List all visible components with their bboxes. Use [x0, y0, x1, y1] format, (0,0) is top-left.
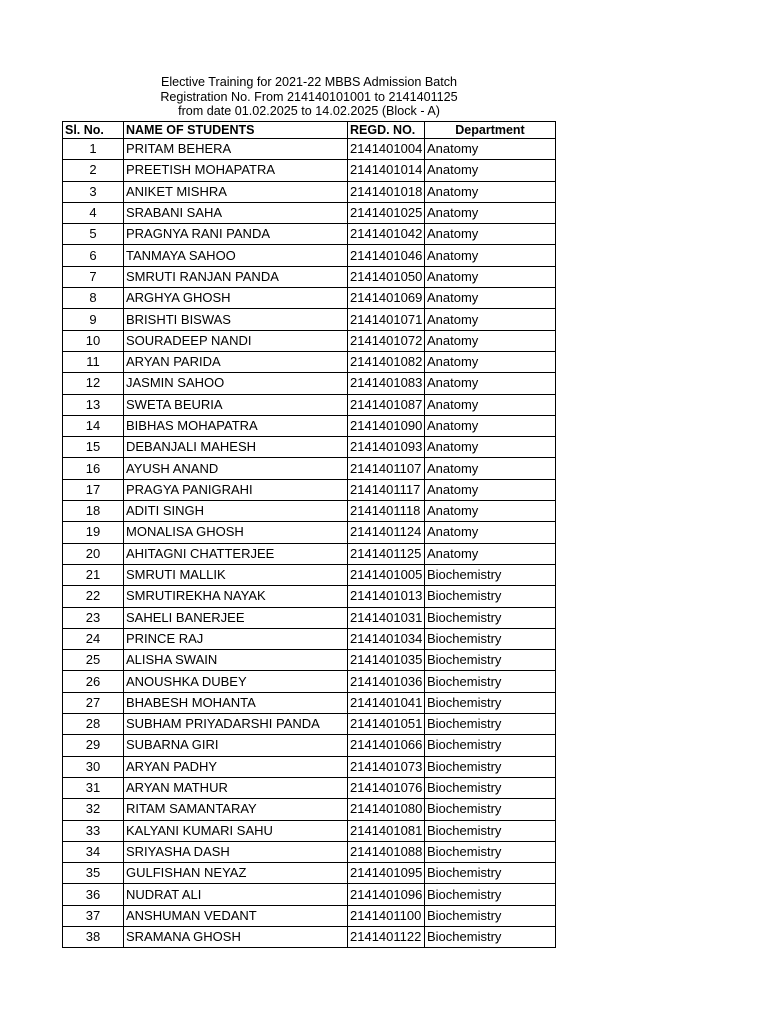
student-name-cell: SRABANI SAHA — [124, 202, 348, 223]
department-cell: Biochemistry — [425, 564, 556, 585]
regd-no-cell: 2141401093 — [348, 437, 425, 458]
department-cell: Anatomy — [425, 202, 556, 223]
sl-no-cell: 4 — [63, 202, 124, 223]
table-row — [63, 373, 556, 394]
sl-no-cell: 34 — [63, 841, 124, 862]
department-cell: Biochemistry — [425, 863, 556, 884]
student-roster-table — [62, 121, 556, 948]
sl-no-cell: 23 — [63, 607, 124, 628]
table-row — [63, 351, 556, 372]
regd-no-cell: 2141401035 — [348, 650, 425, 671]
table-row — [63, 224, 556, 245]
regd-no-cell: 2141401050 — [348, 266, 425, 287]
department-cell: Anatomy — [425, 224, 556, 245]
regd-no-cell: 2141401036 — [348, 671, 425, 692]
table-row — [63, 160, 556, 181]
student-name-cell: ARYAN PADHY — [124, 756, 348, 777]
table-row — [63, 394, 556, 415]
sl-no-cell: 37 — [63, 905, 124, 926]
student-name-cell: BHABESH MOHANTA — [124, 692, 348, 713]
regd-no-cell: 2141401082 — [348, 351, 425, 372]
department-cell: Anatomy — [425, 373, 556, 394]
department-cell: Biochemistry — [425, 820, 556, 841]
sl-no-cell: 25 — [63, 650, 124, 671]
regd-no-cell: 2141401118 — [348, 501, 425, 522]
sl-no-cell: 28 — [63, 714, 124, 735]
department-cell: Anatomy — [425, 245, 556, 266]
table-row — [63, 650, 556, 671]
regd-no-cell: 2141401095 — [348, 863, 425, 884]
table-row — [63, 756, 556, 777]
table-row — [63, 139, 556, 160]
student-name-cell: ALISHA SWAIN — [124, 650, 348, 671]
sl-no-cell: 9 — [63, 309, 124, 330]
regd-no-cell: 2141401069 — [348, 288, 425, 309]
student-name-cell: PREETISH MOHAPATRA — [124, 160, 348, 181]
regd-no-cell: 2141401096 — [348, 884, 425, 905]
student-name-cell: ANSHUMAN VEDANT — [124, 905, 348, 926]
header-row — [63, 122, 556, 139]
sl-no-cell: 29 — [63, 735, 124, 756]
column-header-name: NAME OF STUDENTS — [124, 122, 348, 139]
department-cell: Biochemistry — [425, 884, 556, 905]
sl-no-cell: 21 — [63, 564, 124, 585]
sl-no-cell: 36 — [63, 884, 124, 905]
table-row — [63, 926, 556, 947]
table-row — [63, 245, 556, 266]
department-cell: Anatomy — [425, 415, 556, 436]
regd-no-cell: 2141401125 — [348, 543, 425, 564]
table-row — [63, 884, 556, 905]
student-name-cell: NUDRAT ALI — [124, 884, 348, 905]
table-row — [63, 458, 556, 479]
department-cell: Biochemistry — [425, 628, 556, 649]
student-name-cell: PRITAM BEHERA — [124, 139, 348, 160]
department-cell: Biochemistry — [425, 586, 556, 607]
table-row — [63, 501, 556, 522]
regd-no-cell: 2141401025 — [348, 202, 425, 223]
sl-no-cell: 14 — [63, 415, 124, 436]
regd-no-cell: 2141401066 — [348, 735, 425, 756]
regd-no-cell: 2141401117 — [348, 479, 425, 500]
student-name-cell: SMRUTI MALLIK — [124, 564, 348, 585]
table-row — [63, 692, 556, 713]
sl-no-cell: 31 — [63, 777, 124, 798]
header-title: Elective Training for 2021-22 MBBS Admission Batch — [160, 75, 458, 89]
student-name-cell: SUBHAM PRIYADARSHI PANDA — [124, 714, 348, 735]
student-name-cell: DEBANJALI MAHESH — [124, 437, 348, 458]
department-cell: Biochemistry — [425, 714, 556, 735]
department-cell: Biochemistry — [425, 735, 556, 756]
student-name-cell: SWETA BEURIA — [124, 394, 348, 415]
sl-no-cell: 10 — [63, 330, 124, 351]
table-row — [63, 799, 556, 820]
sl-no-cell: 32 — [63, 799, 124, 820]
student-name-cell: ANIKET MISHRA — [124, 181, 348, 202]
table-body — [63, 139, 556, 948]
table-row — [63, 564, 556, 585]
table-row — [63, 671, 556, 692]
student-name-cell: RITAM SAMANTARAY — [124, 799, 348, 820]
column-header-regd-no: REGD. NO. — [348, 122, 425, 139]
regd-no-cell: 2141401090 — [348, 415, 425, 436]
student-name-cell: ARYAN MATHUR — [124, 777, 348, 798]
department-cell: Anatomy — [425, 288, 556, 309]
table-row — [63, 735, 556, 756]
regd-no-cell: 2141401004 — [348, 139, 425, 160]
student-name-cell: ADITI SINGH — [124, 501, 348, 522]
header-date-range: from date 01.02.2025 to 14.02.2025 (Block - A) — [178, 104, 440, 118]
department-cell: Biochemistry — [425, 926, 556, 947]
regd-no-cell: 2141401080 — [348, 799, 425, 820]
regd-no-cell: 2141401100 — [348, 905, 425, 926]
student-name-cell: PRAGNYA RANI PANDA — [124, 224, 348, 245]
table-row — [63, 905, 556, 926]
department-cell: Anatomy — [425, 543, 556, 564]
table-row — [63, 309, 556, 330]
table-row — [63, 266, 556, 287]
student-name-cell: JASMIN SAHOO — [124, 373, 348, 394]
regd-no-cell: 2141401042 — [348, 224, 425, 245]
department-cell: Anatomy — [425, 437, 556, 458]
regd-no-cell: 2141401083 — [348, 373, 425, 394]
table-row — [63, 437, 556, 458]
sl-no-cell: 26 — [63, 671, 124, 692]
sl-no-cell: 15 — [63, 437, 124, 458]
regd-no-cell: 2141401073 — [348, 756, 425, 777]
sl-no-cell: 11 — [63, 351, 124, 372]
student-name-cell: SRAMANA GHOSH — [124, 926, 348, 947]
student-name-cell: SMRUTIREKHA NAYAK — [124, 586, 348, 607]
student-name-cell: PRAGYA PANIGRAHI — [124, 479, 348, 500]
header-registration-range: Registration No. From 214140101001 to 2141401125 — [160, 89, 458, 104]
regd-no-cell: 2141401046 — [348, 245, 425, 266]
department-cell: Anatomy — [425, 181, 556, 202]
regd-no-cell: 2141401122 — [348, 926, 425, 947]
sl-no-cell: 13 — [63, 394, 124, 415]
student-name-cell: AYUSH ANAND — [124, 458, 348, 479]
sl-no-cell: 22 — [63, 586, 124, 607]
sl-no-cell: 7 — [63, 266, 124, 287]
table-row — [63, 586, 556, 607]
table-row — [63, 714, 556, 735]
student-name-cell: ANOUSHKA DUBEY — [124, 671, 348, 692]
column-header-sl-no: Sl. No. — [63, 122, 124, 139]
sl-no-cell: 5 — [63, 224, 124, 245]
department-cell: Anatomy — [425, 330, 556, 351]
table-header — [63, 122, 556, 139]
table-row — [63, 202, 556, 223]
department-cell: Anatomy — [425, 351, 556, 372]
student-name-cell: SMRUTI RANJAN PANDA — [124, 266, 348, 287]
regd-no-cell: 2141401107 — [348, 458, 425, 479]
table-row — [63, 288, 556, 309]
sl-no-cell: 33 — [63, 820, 124, 841]
table-row — [63, 863, 556, 884]
sl-no-cell: 1 — [63, 139, 124, 160]
regd-no-cell: 2141401088 — [348, 841, 425, 862]
student-name-cell: SOURADEEP NANDI — [124, 330, 348, 351]
table-row — [63, 841, 556, 862]
sl-no-cell: 27 — [63, 692, 124, 713]
document-header — [0, 75, 618, 119]
table-row — [63, 607, 556, 628]
regd-no-cell: 2141401051 — [348, 714, 425, 735]
student-name-cell: BIBHAS MOHAPATRA — [124, 415, 348, 436]
department-cell: Biochemistry — [425, 799, 556, 820]
department-cell: Anatomy — [425, 479, 556, 500]
table-row — [63, 522, 556, 543]
regd-no-cell: 2141401034 — [348, 628, 425, 649]
regd-no-cell: 2141401013 — [348, 586, 425, 607]
sl-no-cell: 30 — [63, 756, 124, 777]
student-name-cell: AHITAGNI CHATTERJEE — [124, 543, 348, 564]
regd-no-cell: 2141401014 — [348, 160, 425, 181]
sl-no-cell: 3 — [63, 181, 124, 202]
student-name-cell: KALYANI KUMARI SAHU — [124, 820, 348, 841]
department-cell: Anatomy — [425, 501, 556, 522]
department-cell: Biochemistry — [425, 841, 556, 862]
table-row — [63, 820, 556, 841]
table-row — [63, 181, 556, 202]
column-header-department: Department — [425, 122, 556, 139]
sl-no-cell: 18 — [63, 501, 124, 522]
sl-no-cell: 6 — [63, 245, 124, 266]
department-cell: Biochemistry — [425, 756, 556, 777]
table-row — [63, 628, 556, 649]
department-cell: Biochemistry — [425, 905, 556, 926]
sl-no-cell: 24 — [63, 628, 124, 649]
regd-no-cell: 2141401081 — [348, 820, 425, 841]
department-cell: Anatomy — [425, 309, 556, 330]
department-cell: Anatomy — [425, 458, 556, 479]
department-cell: Biochemistry — [425, 692, 556, 713]
table-row — [63, 330, 556, 351]
table-row — [63, 415, 556, 436]
regd-no-cell: 2141401018 — [348, 181, 425, 202]
department-cell: Anatomy — [425, 394, 556, 415]
sl-no-cell: 2 — [63, 160, 124, 181]
student-name-cell: GULFISHAN NEYAZ — [124, 863, 348, 884]
sl-no-cell: 16 — [63, 458, 124, 479]
student-name-cell: MONALISA GHOSH — [124, 522, 348, 543]
student-name-cell: BRISHTI BISWAS — [124, 309, 348, 330]
department-cell: Anatomy — [425, 266, 556, 287]
sl-no-cell: 38 — [63, 926, 124, 947]
regd-no-cell: 2141401031 — [348, 607, 425, 628]
regd-no-cell: 2141401071 — [348, 309, 425, 330]
student-name-cell: TANMAYA SAHOO — [124, 245, 348, 266]
table-row — [63, 479, 556, 500]
regd-no-cell: 2141401072 — [348, 330, 425, 351]
table-row — [63, 777, 556, 798]
table-row — [63, 543, 556, 564]
sl-no-cell: 17 — [63, 479, 124, 500]
student-name-cell: SRIYASHA DASH — [124, 841, 348, 862]
department-cell: Anatomy — [425, 522, 556, 543]
department-cell: Biochemistry — [425, 777, 556, 798]
regd-no-cell: 2141401076 — [348, 777, 425, 798]
sl-no-cell: 35 — [63, 863, 124, 884]
department-cell: Biochemistry — [425, 650, 556, 671]
department-cell: Biochemistry — [425, 607, 556, 628]
student-name-cell: SUBARNA GIRI — [124, 735, 348, 756]
student-name-cell: SAHELI BANERJEE — [124, 607, 348, 628]
regd-no-cell: 2141401005 — [348, 564, 425, 585]
department-cell: Anatomy — [425, 139, 556, 160]
regd-no-cell: 2141401124 — [348, 522, 425, 543]
student-name-cell: ARGHYA GHOSH — [124, 288, 348, 309]
regd-no-cell: 2141401087 — [348, 394, 425, 415]
student-name-cell: ARYAN PARIDA — [124, 351, 348, 372]
department-cell: Anatomy — [425, 160, 556, 181]
regd-no-cell: 2141401041 — [348, 692, 425, 713]
department-cell: Biochemistry — [425, 671, 556, 692]
sl-no-cell: 20 — [63, 543, 124, 564]
sl-no-cell: 8 — [63, 288, 124, 309]
student-name-cell: PRINCE RAJ — [124, 628, 348, 649]
sl-no-cell: 19 — [63, 522, 124, 543]
sl-no-cell: 12 — [63, 373, 124, 394]
